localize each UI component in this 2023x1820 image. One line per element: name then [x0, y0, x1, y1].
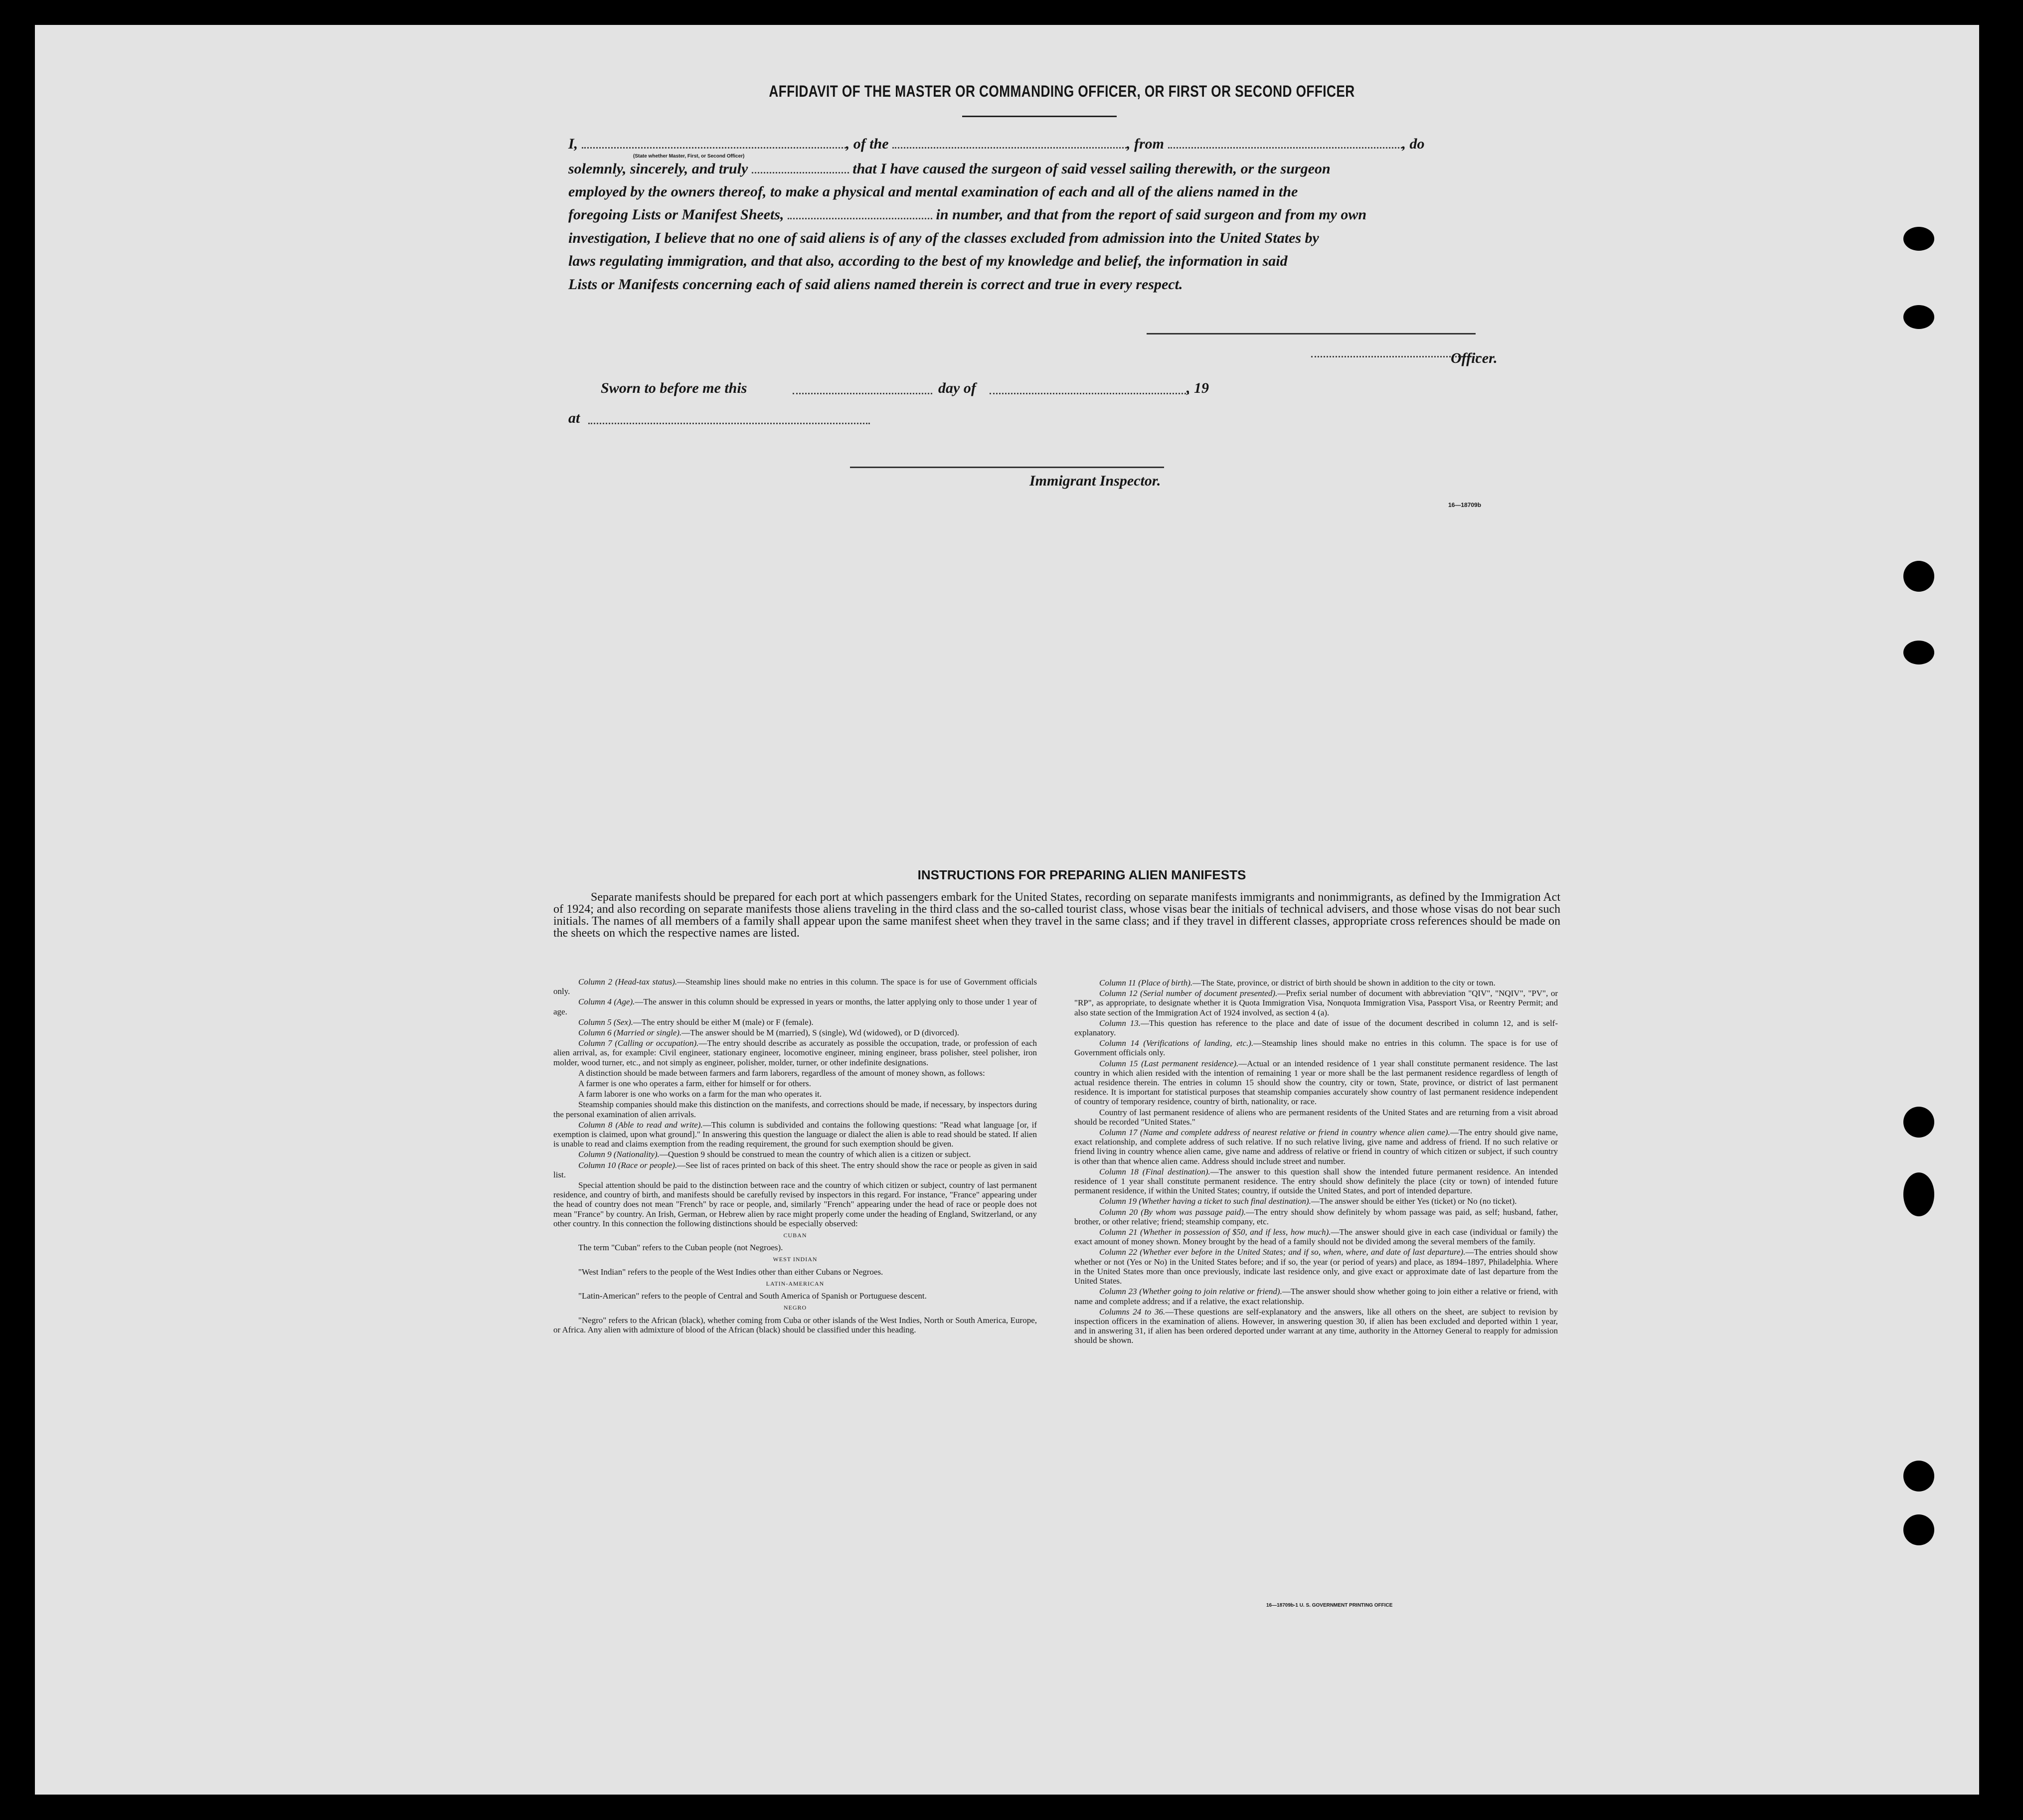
port-blank: [1168, 137, 1402, 149]
affidavit-line-4a: foregoing Lists or Manifest Sheets,: [568, 206, 784, 223]
instruction-text: —The entry should give name, exact relationship, and complete address of such relative. If no such relative living, give name and address of friend. If no such relative or friend living in country whence alien came, give name and address of relative or friend in country of which citizen or subject, if such country is other than that whence alien came. Address should include street and number.: [1074, 1128, 1558, 1166]
column-reference: Column 10 (Race or people).: [578, 1160, 677, 1170]
affidavit-do: , do: [1402, 136, 1425, 152]
instruction-paragraph: [1074, 1059, 1558, 1107]
instruction-paragraph: [553, 1316, 1037, 1334]
instruction-text: —Actual or an intended residence of 1 year shall constitute permanent residence. The last country in which alien resided with the intention of remaining 1 year or more shall be the last permanent residence regardless of length of actual residence therein. The entries in column 15 should show the country, city or town, State, province, or district of last permanent residence. It is important for statistical purposes that steamship companies accurately show country of last permanent residence independent of country of temporary residence, country of birth, nationality, or race.: [1074, 1058, 1558, 1107]
instruction-text: "West Indian" refers to the people of the West Indies other than either Cubans or Negroes.: [578, 1267, 883, 1277]
column-reference: Column 11 (Place of birth).: [1099, 978, 1193, 988]
instruction-paragraph: [1074, 1018, 1558, 1037]
column-reference: Column 21 (Whether in possession of $50, and if less, how much).: [1099, 1227, 1331, 1237]
affidavit-line-3: employed by the owners thereof, to make a physical and mental examination of each and all of the aliens named in the: [568, 183, 1298, 200]
instruction-paragraph: [1074, 1038, 1558, 1057]
column-reference: Column 14 (Verifications of landing, etc.).: [1099, 1038, 1254, 1048]
inspector-signature-line: [850, 467, 1164, 468]
manifest-sheet: [35, 25, 1979, 1795]
instruction-text: —The answer should be either Yes (ticket) or No (no ticket).: [1311, 1196, 1517, 1206]
instruction-paragraph: [553, 1150, 1037, 1159]
instruction-paragraph: [553, 1028, 1037, 1037]
instruction-text: "Latin-American" refers to the people of Central and South America of Spanish or Portuguese descent.: [578, 1291, 927, 1301]
affidavit-line-4b: in number, and that from the report of said surgeon and from my own: [936, 206, 1367, 223]
section-heading: CUBAN: [783, 1232, 807, 1239]
instruction-paragraph: [1074, 1128, 1558, 1166]
rank-hint: (State whether Master, First, or Second Officer): [633, 154, 745, 159]
instruction-text: —The entry should show definitely by whom passage was paid, as self; husband, father, brother, or other relative; friend; steamship company, etc.: [1074, 1207, 1558, 1226]
instruction-paragraph: [1074, 989, 1558, 1017]
vessel-name-blank: [892, 137, 1127, 149]
instruction-paragraph: [553, 1120, 1037, 1149]
column-reference: Column 13.: [1099, 1018, 1141, 1028]
instruction-text: —Question 9 should be construed to mean the country of which alien is a citizen or subject.: [659, 1150, 971, 1159]
affidavit-of-the: , of the: [845, 136, 889, 152]
section-heading: LATIN-AMERICAN: [766, 1280, 825, 1287]
punch-hole: [1903, 227, 1934, 251]
affidavit-line-2a: solemnly, sincerely, and truly: [568, 161, 748, 177]
column-reference: Column 23 (Whether going to join relative or friend).: [1099, 1287, 1282, 1297]
section-heading: WEST INDIAN: [773, 1256, 818, 1263]
instruction-text: —The State, province, or district of birth should be shown in addition to the city or town.: [1192, 978, 1496, 988]
instruction-text: —This column is subdivided and contains the following questions: "Read what language [or, if exemption is claimed, upon what ground]." In answering this question the language or dialect the alien is able to read should be stated. If alien is unable to read and claims exemption from the reading requirement, the ground for such exemption should be given.: [553, 1120, 1037, 1149]
instruction-paragraph: [1074, 1287, 1558, 1306]
affidavit-line-1: [568, 136, 1540, 153]
officer-label: Officer.: [1451, 350, 1498, 366]
punch-hole: [1903, 561, 1934, 592]
column-reference: Column 6 (Married or single).: [578, 1028, 682, 1038]
affidavit-title: AFFIDAVIT OF THE MASTER OR COMMANDING OFFICER, OR FIRST OR SECOND OFFICER: [769, 82, 1355, 100]
instruction-paragraph: [553, 1079, 1037, 1088]
instruction-text: —The answer in this column should be expressed in years or months, the latter applying only to those under 1 year of age.: [553, 997, 1037, 1016]
instruction-paragraph: [553, 1038, 1037, 1067]
column-reference: Column 17 (Name and complete address of nearest relative or friend in country whence alien came).: [1099, 1128, 1450, 1138]
instruction-paragraph: [1074, 1227, 1558, 1246]
sworn-label: Sworn to before me this: [601, 380, 747, 396]
instruction-text: —The answer should be M (married), S (single), Wd (widowed), or D (divorced).: [681, 1028, 960, 1038]
affidavit-line-4: [568, 206, 1540, 223]
column-reference: Column 15 (Last permanent residence).: [1099, 1058, 1239, 1068]
instruction-paragraph: [553, 997, 1037, 1016]
instruction-paragraph: [1074, 1307, 1558, 1345]
section-heading: NEGRO: [783, 1304, 807, 1312]
instruction-paragraph: [553, 1089, 1037, 1099]
instructions-intro: Separate manifests should be prepared for each port at which passengers embark for the United States, recording on separate manifests immigrants and nonimmigrants, as defined by the Immigration Act of 1924; and also recording on separate manifests those aliens traveling in the third class and the so-called tourist class, whose visas bear the initials of technical advisers, and those whose visas do not bear such initials. The names of all members of a family shall appear upon the same manifest sheet when they travel in the same class; and if they travel in different classes, appropriate cross references should be made on the sheets on which the respective names are listed.: [553, 891, 1560, 940]
affidavit-line-7: Lists or Manifests concerning each of said aliens named therein is correct and true in every respect.: [568, 276, 1183, 293]
affidavit-line-2: [568, 161, 1540, 177]
column-reference: Column 19 (Whether having a ticket to such final destination).: [1099, 1196, 1311, 1206]
instruction-text: —The entry should be either M (male) or F (female).: [633, 1017, 814, 1027]
instruction-paragraph: [553, 977, 1037, 996]
day-of-label: day of: [938, 380, 976, 396]
form-code: 16—18709b: [1448, 501, 1482, 508]
instructions-left-column: [553, 977, 1037, 1755]
column-reference: Column 7 (Calling or occupation).: [578, 1038, 699, 1048]
instruction-paragraph: [553, 1068, 1037, 1078]
sheet-count-blank: [788, 208, 932, 219]
affidavit-line-2b: that I have caused the surgeon of said vessel sailing therewith, or the surgeon: [852, 161, 1331, 177]
instruction-text: A farm laborer is one who works on a farm for the man who operates it.: [578, 1089, 822, 1099]
punch-hole: [1903, 305, 1934, 329]
instruction-text: "Negro" refers to the African (black), whether coming from Cuba or other islands of the West Indies, North or South America, Europe, or Africa. Any alien with admixture of blood of the African (black) should be classified under this heading.: [553, 1315, 1037, 1334]
instruction-paragraph: [1074, 1196, 1558, 1206]
title-rule: [962, 116, 1117, 117]
instruction-text: —Steamship lines should make no entries in this column. The space is for use of Government officials only.: [553, 977, 1037, 996]
column-reference: Column 4 (Age).: [578, 997, 635, 1007]
year-label: , 19: [1186, 380, 1209, 396]
sworn-month-blank: [990, 393, 1189, 394]
oath-blank: [752, 162, 849, 173]
instruction-text: —The answer should show whether going to join either a relative or friend, with name and complete address; and if a relative, the exact relationship.: [1074, 1287, 1558, 1306]
instruction-paragraph: [1074, 1108, 1558, 1127]
instruction-paragraph: [1074, 978, 1558, 988]
instructions-right-column: [1074, 978, 1558, 1756]
column-reference: Column 9 (Nationality).: [578, 1150, 660, 1159]
printing-office-code: 16—18709b-1 U. S. GOVERNMENT PRINTING OFFICE: [1266, 1603, 1393, 1608]
affidavit-line-6: laws regulating immigration, and that also, according to the best of my knowledge and belief, the information in said: [568, 253, 1288, 269]
sworn-place-blank: [588, 423, 870, 424]
column-reference: Column 20 (By whom was passage paid).: [1099, 1207, 1246, 1217]
punch-hole: [1903, 1461, 1934, 1491]
column-reference: Columns 24 to 36.: [1099, 1307, 1166, 1317]
column-reference: Column 5 (Sex).: [578, 1017, 634, 1027]
instruction-paragraph: [553, 1160, 1037, 1179]
instruction-text: —Prefix serial number of document with abbreviation "QIV", "NQIV", "PV", or "RP", as appropriate, to designate whether it is Quota Immigration Visa, Nonquota Immigration Visa, Passport Visa, or Reentry Permit; and also state section of the Immigration Act of 1924 involved, as section 4 (a).: [1074, 989, 1558, 1017]
instruction-paragraph: [553, 1017, 1037, 1027]
instruction-paragraph: [553, 1100, 1037, 1119]
instruction-paragraph: [1074, 1247, 1558, 1286]
affidavit-i: I,: [568, 136, 578, 152]
instruction-text: Country of last permanent residence of aliens who are permanent residents of the United States and are returning from a visit abroad should be recorded "United States.": [1074, 1107, 1558, 1127]
instruction-text: —Steamship lines should make no entries in this column. The space is for use of Government officials only.: [1074, 1038, 1558, 1058]
column-reference: Column 12 (Serial number of document presented).: [1099, 989, 1278, 998]
instruction-text: —See list of races printed on back of this sheet. The entry should show the race or people as given in said list.: [553, 1160, 1037, 1179]
affidavit-from: , from: [1127, 136, 1165, 152]
at-label: at: [568, 410, 580, 426]
instruction-text: The term "Cuban" refers to the Cuban people (not Negroes).: [578, 1243, 783, 1253]
instruction-text: —The entry should describe as accurately as possible the occupation, trade, or profession of each alien arrival, as, for example: Civil engineer, stationary engineer, locomotive engineer, mining engineer, brass polisher, steel polisher, iron molder, wood turner, etc., and not simply as engineer, polisher, molder, turner, or other indefinite designations.: [553, 1038, 1037, 1067]
instruction-text: —The answer should give in each case (individual or family) the exact amount of money shown. Money brought by the head of a family should not be divided among the several members of the family.: [1074, 1227, 1558, 1247]
instruction-paragraph: [553, 1291, 1037, 1301]
instruction-text: A farmer is one who operates a farm, either for himself or for others.: [578, 1079, 811, 1089]
instruction-paragraph: [1074, 1167, 1558, 1196]
punch-hole: [1903, 641, 1934, 664]
sworn-day-blank: [793, 393, 932, 394]
instruction-paragraph: [553, 1267, 1037, 1277]
instruction-paragraph: [553, 1243, 1037, 1252]
column-reference: Column 8 (Able to read and write).: [578, 1120, 703, 1130]
officer-signature-line: [1147, 333, 1476, 334]
instruction-text: Steamship companies should make this distinction on the manifests, and corrections should be made, if necessary, by inspectors during the personal examination of alien arrivals.: [553, 1100, 1037, 1119]
instruction-text: —This question has reference to the place and date of issue of the document described in column 12, and is self-explanatory.: [1074, 1018, 1558, 1038]
punch-hole: [1903, 1514, 1934, 1545]
affidavit-line-5: investigation, I believe that no one of said aliens is of any of the classes excluded from admission into the United States by: [568, 230, 1319, 246]
instruction-text: —These questions are self-explanatory and the answers, like all others on the sheet, are subject to revision by inspection officers in the examination of aliens. However, in answering question 30, if alien has been excluded and deported within 1 year, and in answering 31, if alien has been ordered deported under warrant at any time, authority in the Attorney General to reapply for admission should be shown.: [1074, 1307, 1558, 1345]
inspector-label: Immigrant Inspector.: [1029, 473, 1161, 489]
officer-rank-blank: [582, 137, 846, 149]
column-reference: Column 2 (Head-tax status).: [578, 977, 677, 987]
column-reference: Column 22 (Whether ever before in the United States; and if so, when, where, and date of last departure).: [1099, 1247, 1466, 1257]
instruction-text: A distinction should be made between farmers and farm laborers, regardless of the amount of money shown, as follows:: [578, 1068, 985, 1078]
punch-hole: [1903, 1172, 1934, 1216]
instruction-paragraph: [553, 1180, 1037, 1228]
instruction-text: Special attention should be paid to the distinction between race and the country of which citizen or subject, country of last permanent residence, and country of birth, and manifests should be carefully revised by inspectors in this regard. For instance, "France" appearing under the head of country does not mean "French" by race or people, and, similarly "French" appearing under the head of race or people does not mean "France" by country. An Irish, German, or Hebrew alien by race might properly come under the heading of England, Switzerland, or any other country. In this connection the following distinctions should be especially observed:: [553, 1180, 1037, 1228]
instruction-text: —The answer to this question shall show the intended future permanent residence. An intended residence of 1 year shall constitute permanent residence. The entry should show definitely the place (city or town) of intended future permanent residence, if within the United States; country, if outside the United States, and port of intended departure.: [1074, 1166, 1558, 1196]
instruction-text: —The entries should show whether or not (Yes or No) in the United States before; and if so, the year (or period of years) and place, as 1894–1897, Philadelphia. Where in the United States more than once previously, indicate last residence only, and give exact or approximate date of last departure from the United States.: [1074, 1247, 1558, 1286]
instructions-title: INSTRUCTIONS FOR PREPARING ALIEN MANIFESTS: [917, 867, 1246, 882]
instruction-paragraph: [1074, 1207, 1558, 1226]
punch-hole: [1903, 1107, 1934, 1138]
column-reference: Column 18 (Final destination).: [1099, 1166, 1210, 1176]
